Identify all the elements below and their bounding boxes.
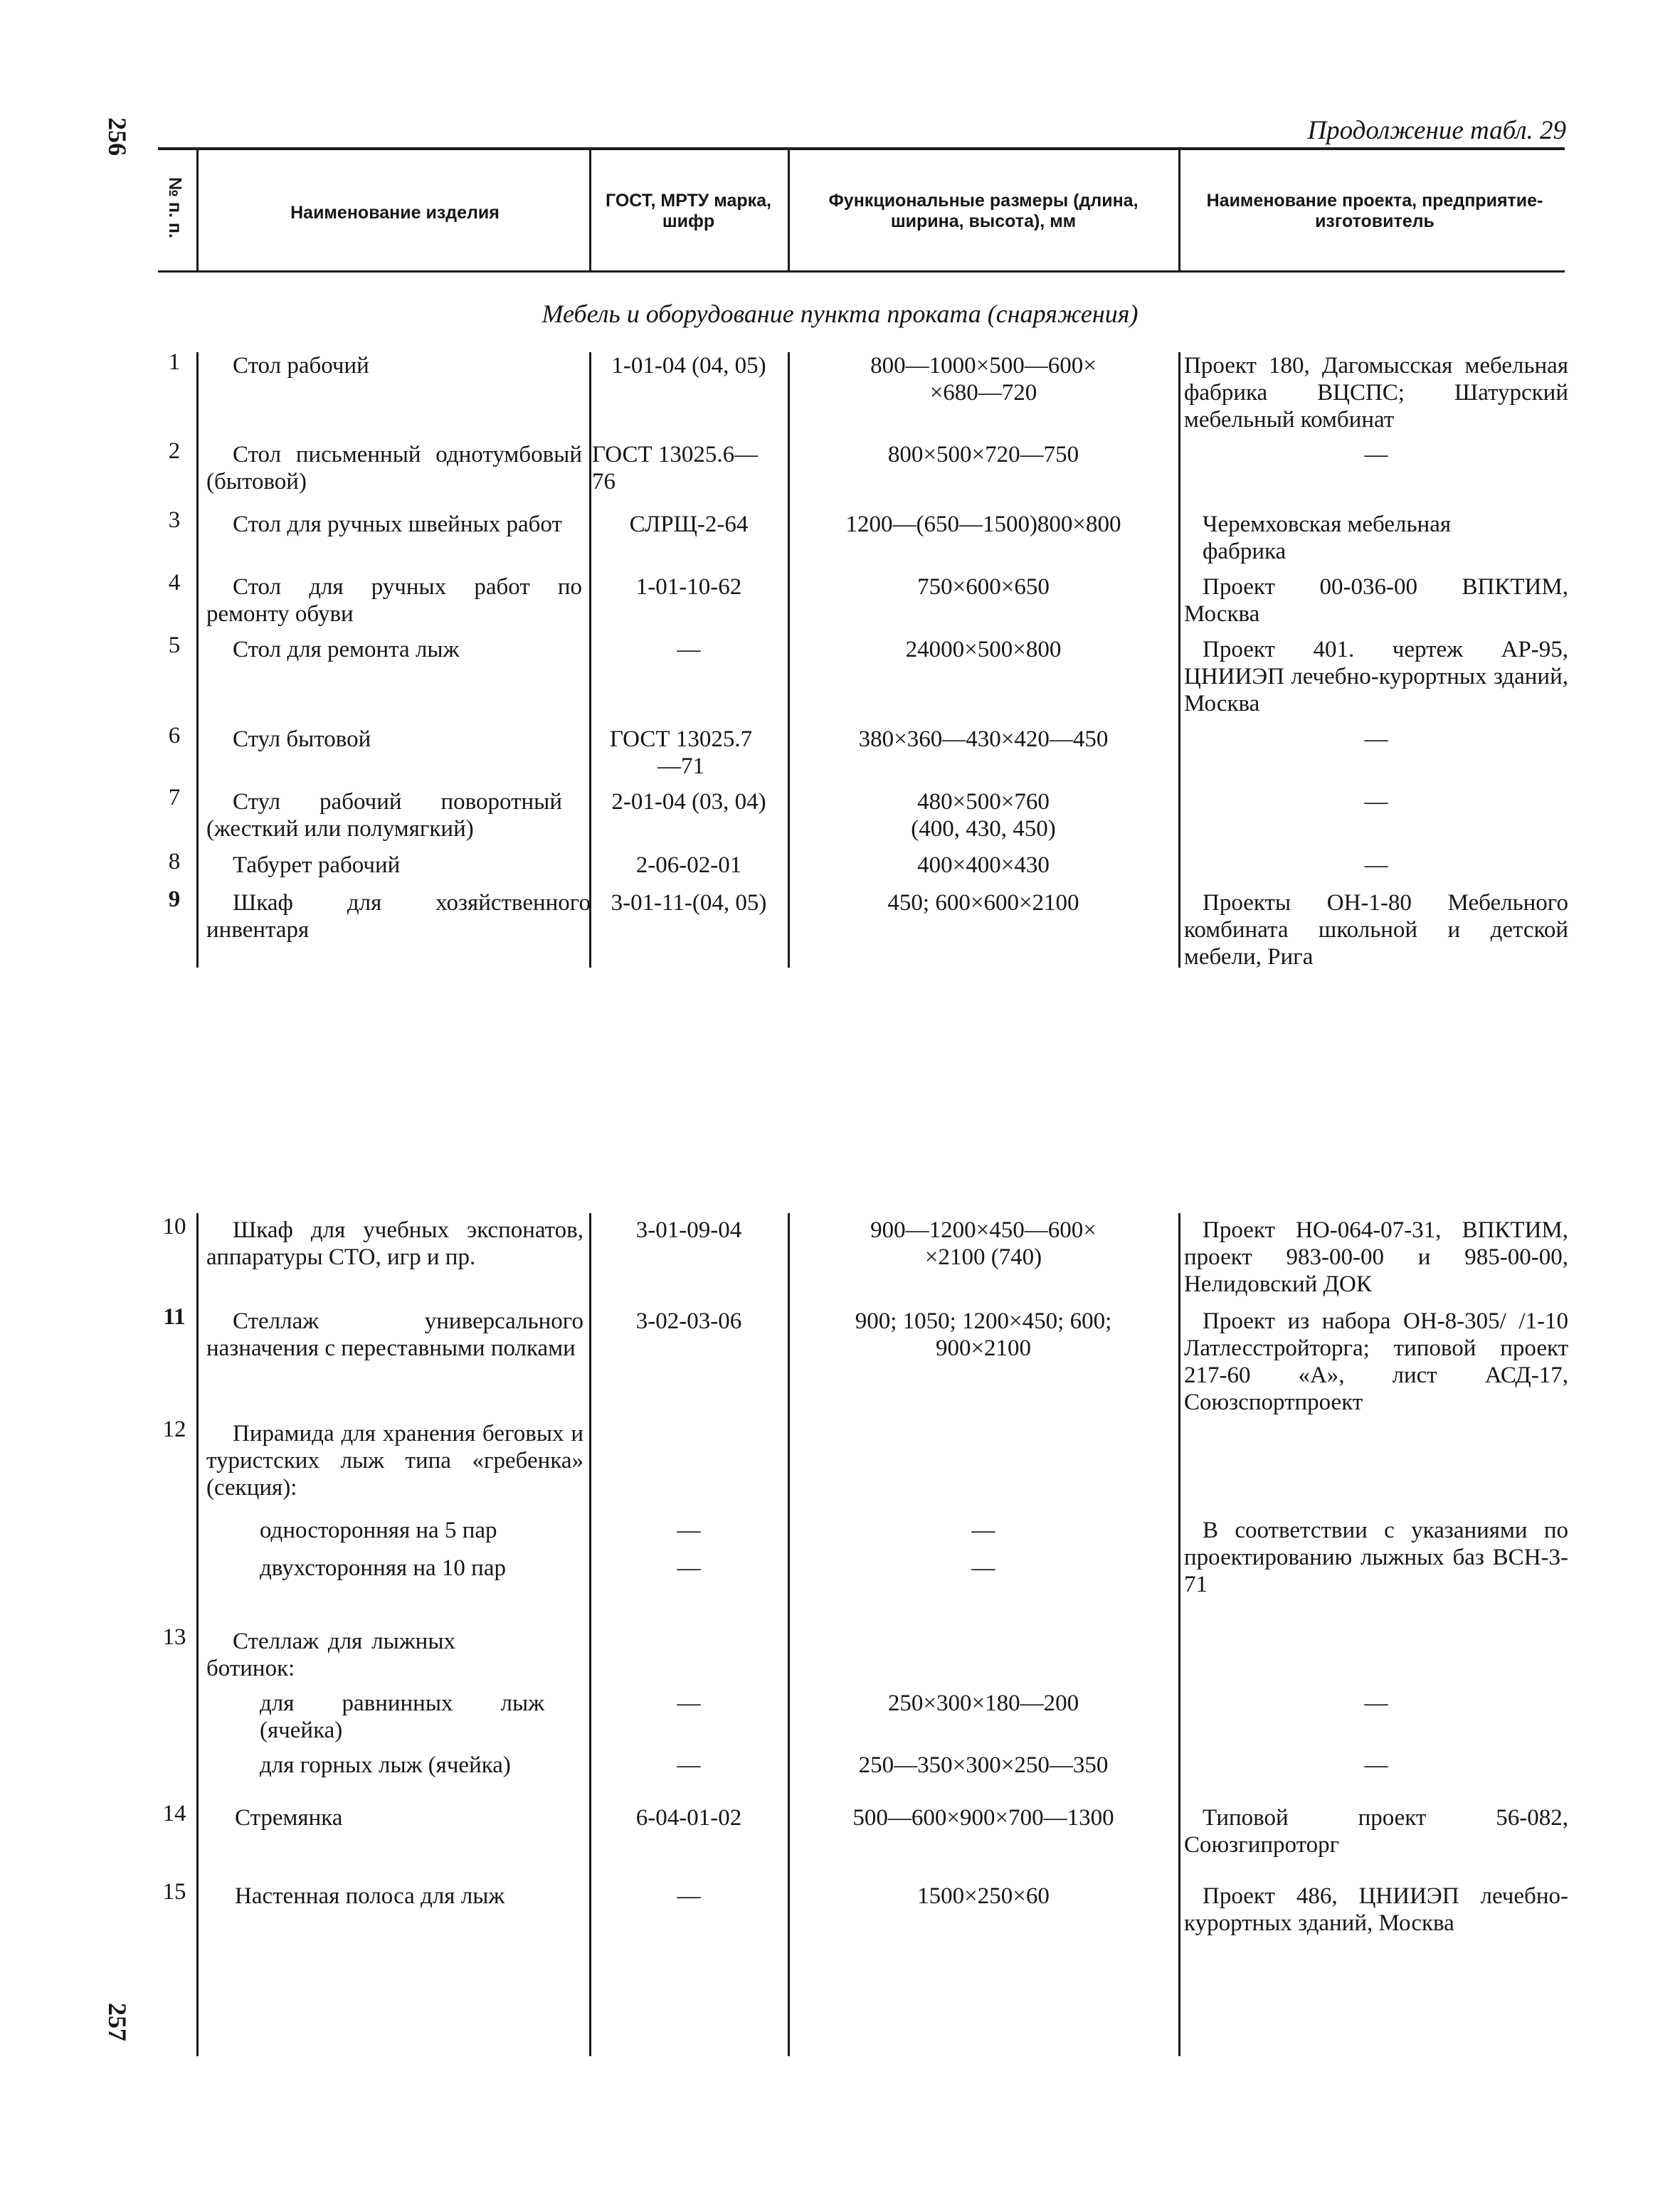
row-15-gost: —: [677, 1883, 701, 1909]
row-10-dims: [791, 1217, 1176, 1271]
row-9-gost: 3-01-11-(04, 05): [611, 890, 767, 916]
row-9-dims: 450; 600×600×2100: [887, 890, 1079, 916]
row-6-gost: ГОСТ 13025.7—71: [609, 726, 753, 779]
body-col-divider-2b: [589, 1213, 591, 2056]
row-7-name: Стул рабочий поворотный (жесткий или полумягкий): [206, 789, 562, 842]
row-12-number: 12: [162, 1417, 186, 1442]
header-col-divider-4: [1178, 150, 1180, 270]
row-8-dims: 400×400×430: [917, 852, 1050, 878]
page-number-bottom: 257: [103, 2003, 132, 2041]
row-13-number: 13: [162, 1624, 186, 1650]
row-15-name: Настенная полоса для лыж: [235, 1883, 505, 1909]
row-7-gost: 2-01-04 (03, 04): [611, 789, 766, 815]
row-11-number: 11: [163, 1304, 186, 1330]
row-11-dims-value: 900; 1050; 1200×450; 600; 900×2100: [855, 1308, 1112, 1361]
header-project: Наименование проекта, предприятие-изготовитель: [1206, 191, 1543, 231]
row-13-sub-2-name: для горных лыж (ячейка): [260, 1752, 511, 1778]
row-5-dims: 24000×500×800: [905, 637, 1062, 662]
body-col-divider-3a: [788, 352, 790, 968]
row-9-project: Проекты ОН-1-80 Мебельного комбината школьной и детской мебели, Рига: [1184, 890, 1568, 970]
row-11-gost: 3-02-03-06: [635, 1308, 742, 1334]
row-1-name: Стол рабочий: [233, 353, 369, 379]
row-10-number: 10: [162, 1214, 186, 1239]
row-1-dims: [791, 352, 1176, 406]
row-12-sub-2-dims: —: [971, 1555, 995, 1581]
row-2-dims: 800×500×720—750: [887, 442, 1079, 467]
row-5-number: 5: [168, 633, 181, 658]
row-8-name: Табурет рабочий: [233, 852, 401, 878]
row-2-gost: ГОСТ 13025.6—76: [592, 442, 759, 494]
row-8-project: —: [1364, 852, 1388, 878]
table-continuation-caption: Продолжение табл. 29: [1307, 116, 1566, 145]
row-6-number: 6: [168, 723, 181, 748]
row-11-project: Проект из набора ОН-8-305/ /1-10 Латлесстройторга; типовой проект 217-60 «А», лист АСД-17, Союзспортпроект: [1184, 1308, 1568, 1415]
row-8-gost: 2-06-02-01: [635, 852, 742, 878]
row-5-project: Проект 401. чертеж АР-95, ЦНИИЭП лечебно-курортных зданий, Москва: [1184, 637, 1568, 716]
row-7-project: —: [1364, 789, 1388, 815]
row-15-number: 15: [162, 1879, 186, 1905]
header-col-divider-1: [196, 150, 199, 270]
body-col-divider-3b: [788, 1213, 790, 2056]
row-3-gost: СЛРЩ-2-64: [629, 512, 749, 537]
row-14-project: Типовой проект 56-082, Союзгипроторг: [1184, 1805, 1568, 1858]
row-4-gost: 1-01-10-62: [635, 574, 742, 600]
row-12-sub-1-gost: —: [677, 1518, 701, 1543]
header-col-divider-2: [589, 150, 591, 270]
row-1-gost: 1-01-04 (04, 05): [611, 353, 766, 379]
row-14-dims: 500—600×900×700—1300: [852, 1805, 1114, 1831]
row-3-name: Стол для ручных швейных работ: [233, 512, 562, 537]
row-15-project: Проект 486, ЦНИИЭП лечебно-курортных зданий, Москва: [1184, 1883, 1568, 1936]
row-3-project: Черемховская мебельная фабрика: [1203, 512, 1452, 564]
row-2-name: Стол письменный однотумбовый (бытовой): [206, 442, 582, 494]
row-3-number: 3: [168, 507, 181, 533]
header-number: № п. п.: [165, 177, 185, 238]
row-13-sub-1-dims: 250×300×180—200: [887, 1691, 1079, 1716]
row-12-project: В соответствии с указаниями по проектированию лыжных баз ВСН-3-71: [1184, 1518, 1568, 1597]
row-2-number: 2: [168, 438, 181, 464]
header-name: Наименование изделия: [290, 203, 500, 223]
row-13-sub-1-project: —: [1364, 1691, 1388, 1716]
row-7-dims: [791, 788, 1176, 842]
row-9-name: Шкаф для хозяйственного инвентаря: [206, 890, 591, 943]
header-bottom-rule: [158, 270, 1565, 273]
row-5-name: Стол для ремонта лыж: [233, 637, 460, 662]
row-12-sub-1-name: односторонняя на 5 пар: [260, 1518, 497, 1543]
row-10-project: Проект НО-064-07-31, ВПКТИМ, проект 983-00-00 и 985-00-00, Нелидовский ДОК: [1184, 1217, 1568, 1297]
body-col-divider-2a: [589, 352, 591, 968]
row-14-name: Стремянка: [235, 1805, 343, 1831]
header-gost: ГОСТ, МРТУ марка, шифр: [605, 191, 772, 231]
row-4-project: Проект 00-036-00 ВПКТИМ, Москва: [1184, 574, 1568, 627]
row-12-sub-2-name: двухсторонняя на 10 пар: [260, 1555, 506, 1581]
row-3-dims: 1200—(650—1500)800×800: [845, 512, 1121, 537]
row-6-project: —: [1364, 726, 1388, 752]
row-4-dims: 750×600×650: [917, 574, 1050, 600]
row-4-name: Стол для ручных работ по ремонту обуви: [206, 574, 582, 627]
row-4-number: 4: [168, 570, 181, 596]
row-1-dims-value: 800—1000×500—600× ×680—720: [870, 353, 1097, 406]
row-11-name: Стеллаж универсального назначения с переставными полками: [206, 1308, 583, 1361]
row-14-gost: 6-04-01-02: [635, 1805, 742, 1831]
body-col-divider-4b: [1178, 1213, 1180, 2056]
header-col-divider-3: [788, 150, 790, 270]
row-10-dims-value: 900—1200×450—600× ×2100 (740): [870, 1217, 1097, 1270]
header-dims: Функциональные размеры (длина, ширина, высота), мм: [828, 191, 1139, 231]
row-13-sub-1-gost: —: [677, 1691, 701, 1716]
row-1-project: Проект 180, Дагомысская мебельная фабрика ВЦСПС; Шатурский мебельный комбинат: [1184, 353, 1568, 433]
row-12-sub-1-dims: —: [971, 1518, 995, 1543]
row-14-number: 14: [162, 1801, 186, 1826]
row-11-dims: [791, 1308, 1176, 1362]
row-7-dims-value: 480×500×760 (400, 430, 450): [911, 789, 1056, 842]
row-1-number: 1: [168, 349, 181, 375]
row-13-name: Стеллаж для лыжных ботинок:: [206, 1629, 455, 1681]
section-title: Мебель и оборудование пункта проката (снаряжения): [541, 300, 1139, 328]
row-7-number: 7: [168, 785, 181, 810]
row-12-name: Пирамида для хранения беговых и туристских лыж типа «гребенка» (секция):: [206, 1421, 583, 1501]
body-col-divider-4a: [1178, 352, 1180, 968]
header-top-rule: [158, 147, 1565, 150]
row-13-sub-1-name: для равнинных лыж (ячейка): [260, 1691, 544, 1743]
row-6-dims: 380×360—430×420—450: [858, 726, 1109, 752]
row-10-name: Шкаф для учебных экспонатов, аппаратуры СТО, игр и пр.: [206, 1217, 583, 1270]
page-number-top: 256: [103, 117, 132, 156]
row-15-dims: 1500×250×60: [917, 1883, 1050, 1909]
row-13-sub-2-gost: —: [677, 1752, 701, 1778]
row-12-sub-2-gost: —: [677, 1555, 701, 1581]
row-5-gost: —: [677, 637, 701, 662]
row-6-name: Стул бытовой: [233, 726, 371, 752]
row-13-sub-2-dims: 250—350×300×250—350: [858, 1752, 1109, 1778]
row-10-gost: 3-01-09-04: [635, 1217, 742, 1243]
row-13-sub-2-project: —: [1364, 1752, 1388, 1778]
row-8-number: 8: [168, 849, 181, 874]
row-9-number: 9: [168, 887, 181, 912]
row-2-project: —: [1364, 442, 1388, 467]
